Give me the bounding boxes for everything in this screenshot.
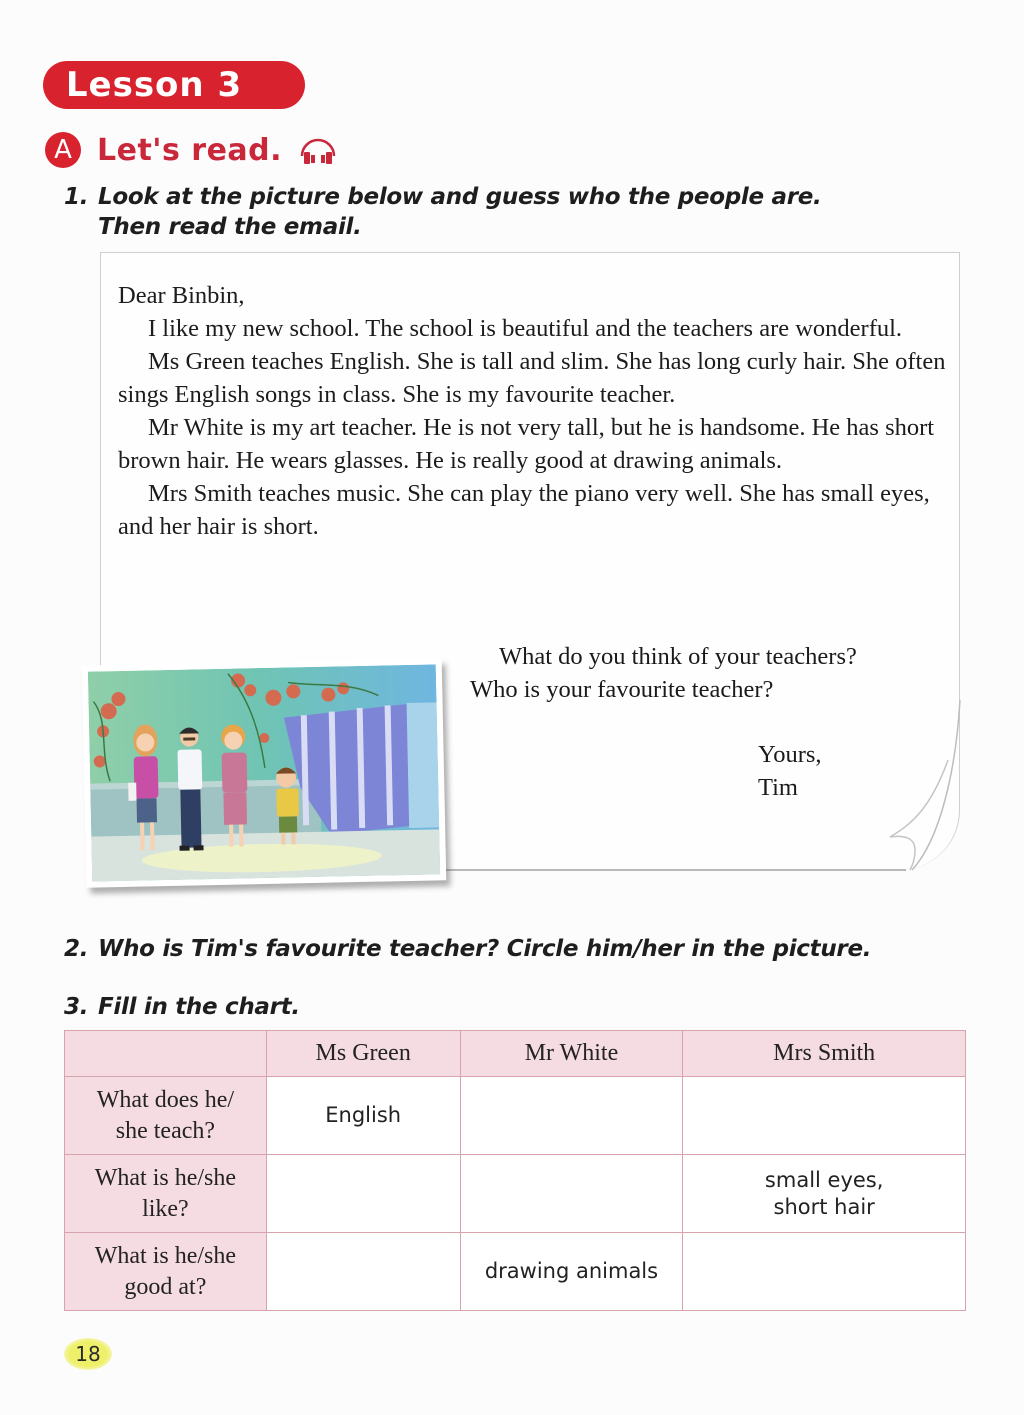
question-line: What is he/she	[94, 1164, 237, 1191]
chart-header-row	[65, 1031, 966, 1077]
section-title: Let's read.	[97, 132, 283, 168]
teachers-picture	[88, 664, 440, 881]
question-line: What is he/she	[94, 1242, 237, 1269]
chart-row-teach	[65, 1077, 966, 1155]
chart-header-mr-white: Mr White	[460, 1031, 683, 1077]
email-closing: Yours,	[758, 741, 822, 768]
chart-cell-mrs-smith-like[interactable]	[683, 1155, 966, 1233]
chart-row-good-at	[65, 1233, 966, 1311]
email-paragraph: Mrs Smith teaches music. She can play the piano very well. She has small eyes, and her hair is short.	[118, 480, 930, 540]
chart-cell-mr-white-like[interactable]	[460, 1155, 683, 1233]
email-greeting: Dear Binbin,	[118, 282, 245, 309]
chart-row-question	[65, 1077, 267, 1155]
chart-header-mrs-smith: Mrs Smith	[683, 1031, 966, 1077]
email-signoff	[758, 738, 822, 804]
chart-cell-mrs-smith-good-at[interactable]	[683, 1233, 966, 1311]
lesson-title-pill	[43, 61, 305, 109]
teachers-illustration[interactable]	[82, 658, 447, 887]
chart-cell-mrs-smith-teach[interactable]	[683, 1077, 966, 1155]
chart-row-question	[65, 1233, 267, 1311]
instruction-text: Who is Tim's favourite teacher? Circle him/her in the picture.	[98, 936, 872, 962]
email-paragraph: I like my new school. The school is beautiful and the teachers are wonderful.	[148, 315, 903, 342]
email-question: Who is your favourite teacher?	[470, 676, 774, 703]
instruction-text: Look at the picture below and guess who the people are.	[98, 184, 822, 210]
question-line: What does he/	[96, 1086, 235, 1113]
teacher-chart	[64, 1030, 966, 1311]
instruction-1	[64, 182, 821, 242]
chart-row-like	[65, 1155, 966, 1233]
question-line: good at?	[124, 1273, 207, 1300]
email-card-bottom-edge	[440, 869, 906, 871]
chart-cell-mr-white-good-at[interactable]: drawing animals	[460, 1233, 683, 1311]
chart-cell-mr-white-teach[interactable]	[460, 1077, 683, 1155]
chart-cell-ms-green-good-at[interactable]	[266, 1233, 460, 1311]
page-curl-icon	[860, 700, 970, 880]
question-line: she teach?	[115, 1117, 216, 1144]
answer-line: short hair	[773, 1194, 875, 1219]
chart-cell-ms-green-teach[interactable]: English	[266, 1077, 460, 1155]
question-line: like?	[142, 1195, 189, 1222]
instruction-number: 1.	[64, 184, 89, 210]
instruction-2	[64, 934, 871, 964]
instruction-text: Fill in the chart.	[98, 994, 300, 1020]
section-badge: A	[45, 132, 81, 168]
lesson-title: Lesson 3	[65, 65, 243, 105]
instruction-number: 3.	[64, 994, 89, 1020]
page-number: 18	[64, 1338, 112, 1370]
instruction-number: 2.	[64, 936, 89, 962]
answer-line: small eyes,	[764, 1167, 884, 1192]
headphones-icon[interactable]	[296, 130, 340, 170]
instruction-text-line2: Then read the email.	[98, 214, 362, 240]
chart-header-ms-green: Ms Green	[266, 1031, 460, 1077]
email-paragraph: Ms Green teaches English. She is tall and slim. She has long curly hair. She often sings English songs in class. She is my favourite teacher.	[118, 348, 946, 408]
section-heading	[45, 128, 340, 172]
email-question: What do you think of your teachers?	[499, 643, 857, 670]
email-paragraph: Mr White is my art teacher. He is not very tall, but he is handsome. He has short brown hair. He wears glasses. He is really good at drawing animals.	[118, 414, 935, 474]
chart-cell-ms-green-like[interactable]	[266, 1155, 460, 1233]
instruction-3	[64, 992, 300, 1022]
chart-row-question	[65, 1155, 267, 1233]
email-signature: Tim	[758, 774, 798, 801]
email-body	[118, 279, 948, 543]
chart-corner-cell	[65, 1031, 267, 1077]
